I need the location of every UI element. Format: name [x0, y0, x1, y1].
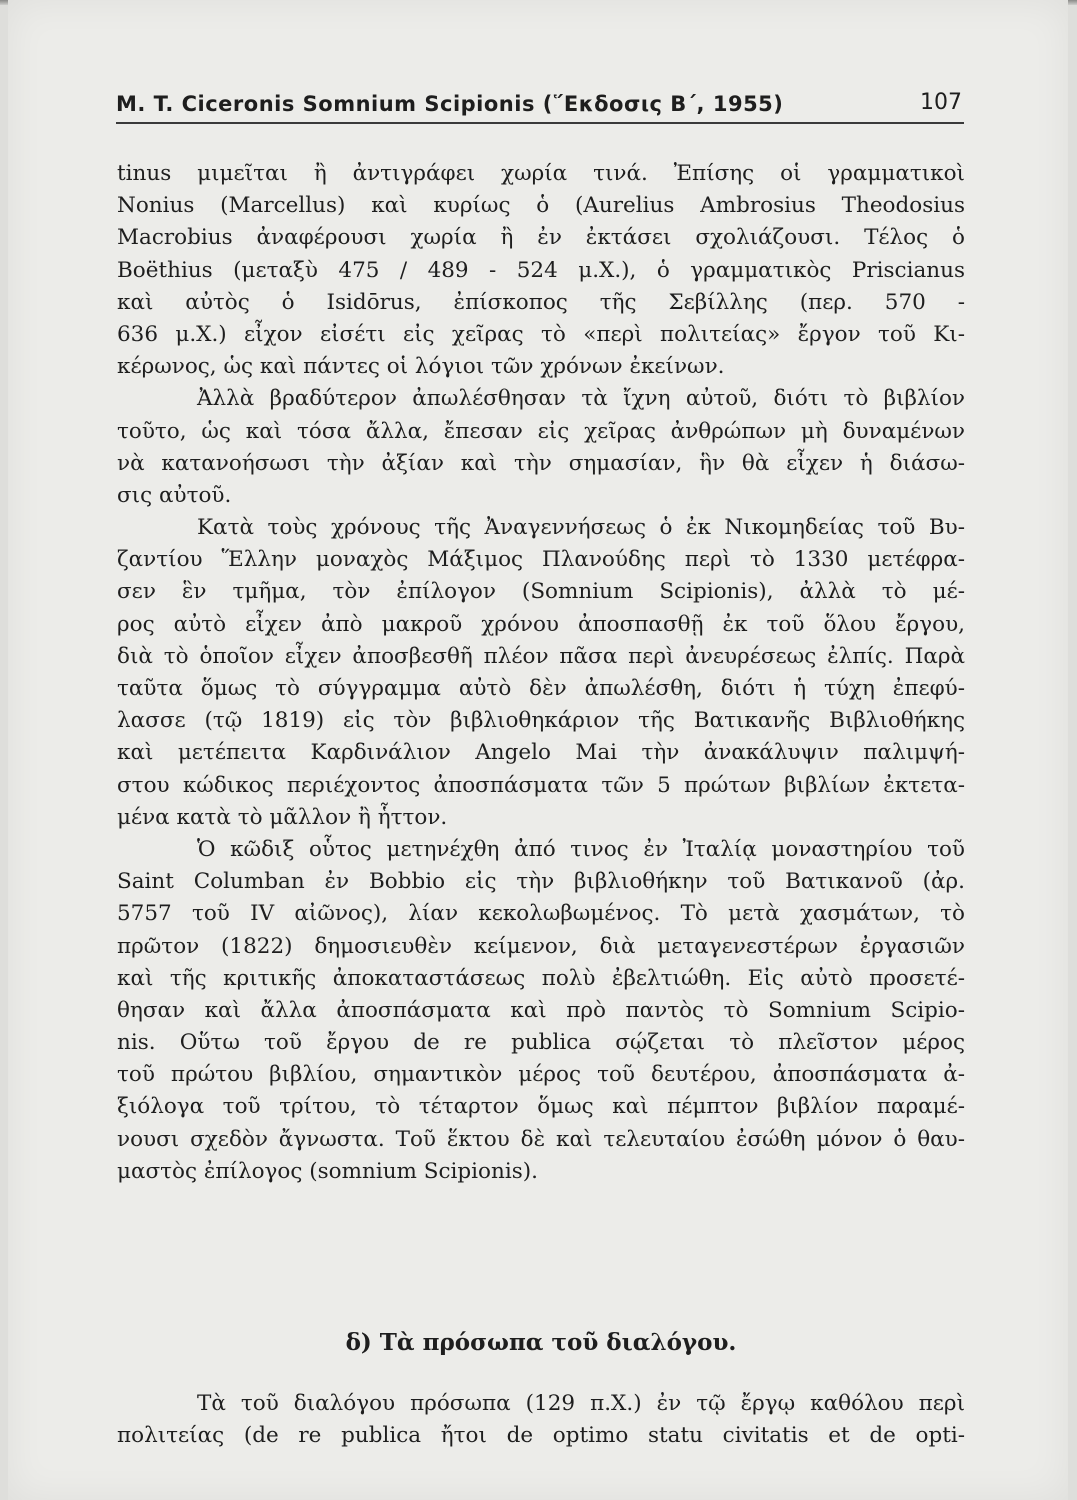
text-line: πρῶτον (1822) δημοσιευθὲν κείμενον, διὰ μεταγενεστέρων ἐργασιῶν — [117, 933, 965, 959]
body-text — [117, 158, 965, 1449]
text-line: σις αὐτοῦ. — [117, 482, 232, 508]
text-line: ρος αὐτὸ εἶχεν ἀπὸ μακροῦ χρόνου ἀποσπασθῇ ἐκ τοῦ ὅλου ἔργου, — [117, 611, 965, 637]
text-line: 5757 τοῦ IV αἰῶνος), λίαν κεκολωβωμένος. Τὸ μετὰ χασμάτων, τὸ — [117, 901, 965, 927]
page-header — [116, 86, 964, 124]
text-line: Ἀλλὰ βραδύτερον ἀπωλέσθησαν τὰ ἴχνη αὐτοῦ, διότι τὸ βιβλίον — [197, 386, 965, 412]
text-line: ζαντίου Ἕλλην μοναχὸς Μάξιμος Πλανούδης περὶ τὸ 1330 μετέφρα- — [117, 547, 965, 573]
text-line: Ὁ κῶδιξ οὗτος μετηνέχθη ἀπό τινος ἐν Ἰταλίᾳ μοναστηρίου τοῦ — [197, 836, 965, 862]
text-line: καὶ μετέπειτα Καρδινάλιον Angelo Mai τὴν ἀνακάλυψιν παλιμψή- — [117, 740, 965, 766]
text-line: Κατὰ τοὺς χρόνους τῆς Ἀναγεννήσεως ὁ ἐκ Νικομηδείας τοῦ Βυ- — [197, 515, 965, 541]
text-line: τοῦ πρώτου βιβλίου, σημαντικὸν μέρος τοῦ δευτέρου, ἀποσπάσματα ἀ- — [117, 1062, 965, 1088]
text-line: νὰ κατανοήσωσι τὴν ἀξίαν καὶ τὴν σημασίαν, ἣν θὰ εἶχεν ἡ διάσω- — [117, 450, 965, 476]
final-paragraph — [117, 1388, 965, 1452]
text-line: λασσε (τῷ 1819) εἰς τὸν βιβλιοθηκάριον τῆς Βατικανῆς Βιβλιοθήκης — [117, 708, 965, 734]
text-line: σεν ἓν τμῆμα, τὸν ἐπίλογον (Somnium Scipionis), ἀλλὰ τὸ μέ- — [117, 579, 965, 605]
text-line: θησαν καὶ ἄλλα ἀποσπάσματα καὶ πρὸ παντὸς τὸ Somnium Scipio- — [117, 997, 965, 1023]
running-head: M. T. Ciceronis Somnium Scipionis (῞Εκδοσις Β΄, 1955) — [116, 92, 784, 116]
text-line: κέρωνος, ὡς καὶ πάντες οἱ λόγιοι τῶν χρόνων ἐκείνων. — [117, 354, 725, 380]
text-line: Τὰ τοῦ διαλόγου πρόσωπα (129 π.Χ.) ἐν τῷ ἔργῳ καθόλου περὶ — [197, 1391, 965, 1416]
text-line: Macrobius ἀναφέρουσι χωρία ἢ ἐν ἐκτάσει σχολιάζουσι. Τέλος ὁ — [117, 225, 965, 251]
text-line: μένα κατὰ τὸ μᾶλλον ἢ ἧττον. — [117, 804, 448, 830]
text-line: nis. Οὕτω τοῦ ἔργου de re publica σῴζεται τὸ πλεῖστον μέρος — [117, 1030, 965, 1056]
text-line: καὶ τῆς κριτικῆς ἀποκαταστάσεως πολὺ ἐβελτιώθη. Εἰς αὐτὸ προσετέ- — [117, 965, 965, 991]
text-line: τοῦτο, ὡς καὶ τόσα ἄλλα, ἔπεσαν εἰς χεῖρας ἀνθρώπων μὴ δυναμένων — [117, 418, 965, 444]
text-line: ταῦτα ὅμως τὸ σύγγραμμα αὐτὸ δὲν ἀπωλέσθη, διότι ἡ τύχη ἐπεφύ- — [117, 676, 965, 701]
page-number: 107 — [920, 90, 962, 115]
text-line: 636 μ.Χ.) εἶχον εἰσέτι εἰς χεῖρας τὸ «περὶ πολιτείας» ἔργον τοῦ Κι- — [117, 321, 965, 347]
text-line: πολιτείας (de re publica ἤτοι de optimo statu civitatis et de opti- — [117, 1423, 965, 1449]
text-line: Nonius (Marcellus) καὶ κυρίως ὁ (Aurelius Ambrosius Theodosius — [117, 193, 965, 219]
text-line: tinus μιμεῖται ἢ ἀντιγράφει χωρία τινά. Ἐπίσης οἱ γραμματικοὶ — [117, 161, 965, 186]
text-line: Saint Columban ἐν Bobbio εἰς τὴν βιβλιοθήκην τοῦ Βατικανοῦ (ἀρ. — [117, 869, 965, 895]
text-line: διὰ τὸ ὁποῖον εἶχεν ἀποσβεσθῆ πλέον πᾶσα περὶ ἀνευρέσεως ἐλπίς. Παρὰ — [117, 643, 965, 669]
text-line: ξιόλογα τοῦ τρίτου, τὸ τέταρτον ὅμως καὶ πέμπτον βιβλίον παραμέ- — [117, 1094, 965, 1120]
text-line: καὶ αὐτὸς ὁ Isidōrus, ἐπίσκοπος τῆς Σεβίλλης (περ. 570 - — [117, 289, 965, 315]
text-line: μαστὸς ἐπίλογος (somnium Scipionis). — [117, 1158, 538, 1184]
section-heading: δ) Τὰ πρόσωπα τοῦ διαλόγου. — [345, 1329, 737, 1356]
text-line: Boëthius (μεταξὺ 475 / 489 - 524 μ.Χ.), ὁ γραμματικὸς Priscianus — [117, 257, 965, 283]
text-line: νουσι σχεδὸν ἄγνωστα. Τοῦ ἕκτου δὲ καὶ τελευταίου ἐσώθη μόνον ὁ θαυ- — [117, 1126, 965, 1152]
text-line: στου κώδικος περιέχοντος ἀποσπάσματα τῶν 5 πρώτων βιβλίων ἐκτετα- — [117, 772, 965, 798]
